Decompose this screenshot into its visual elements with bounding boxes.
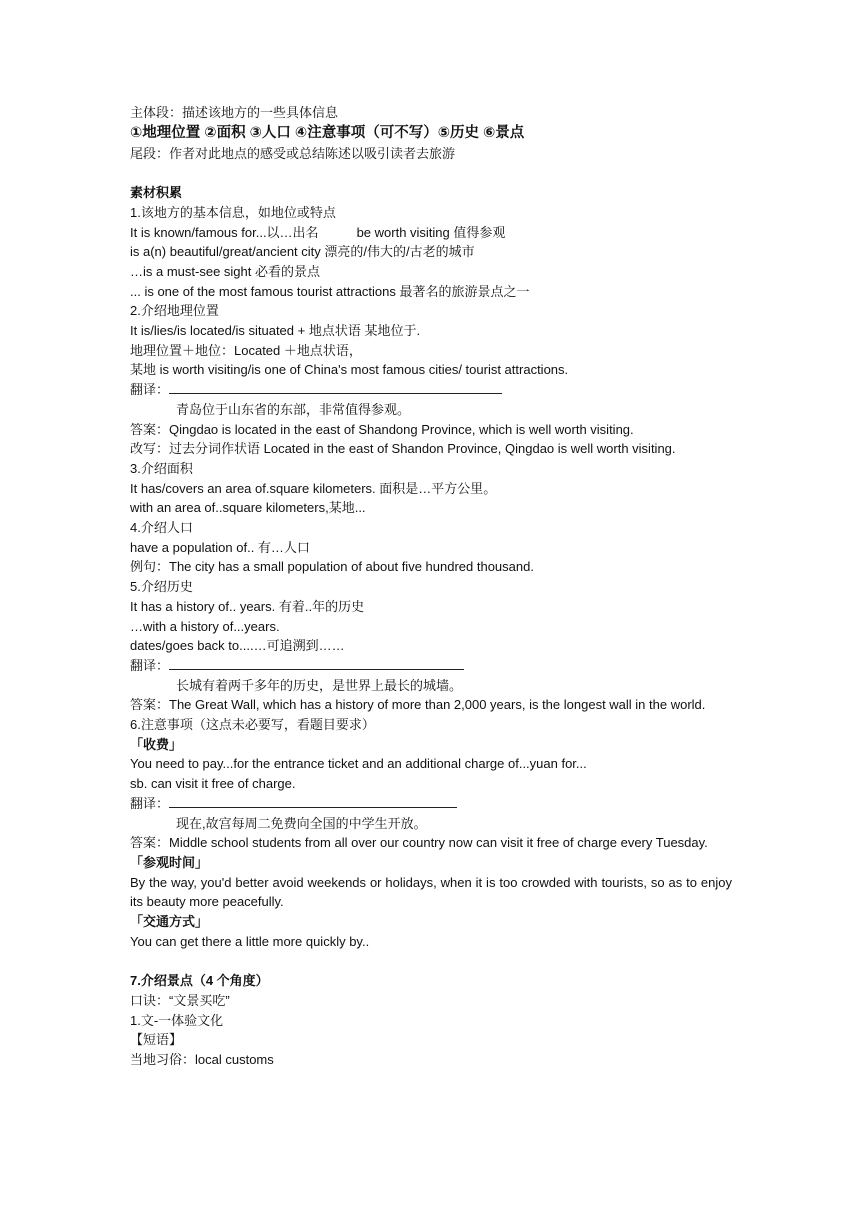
phrase-line: You can get there a little more quickly by.. — [130, 933, 370, 949]
mnemonic-line: 口诀：“文景买吃” — [130, 992, 230, 1008]
ending-paragraph-note: 尾段：作者对此地点的感受或总结陈述以吸引读者去旅游 — [130, 145, 456, 161]
heading-basic-info: 1.该地方的基本信息，如地位或特点 — [130, 204, 336, 220]
phrase-line — [130, 223, 732, 243]
section-title: 素材积累 — [130, 185, 183, 201]
phrase-line: 地理位置＋地位：Located ＋地点状语， — [130, 342, 362, 358]
heading-population: 4.介绍人口 — [130, 520, 193, 536]
body-paragraph-note: 主体段：描述该地方的一些具体信息 — [130, 105, 339, 120]
body-points-list: ①地理位置 ②面积 ③人口 ④注意事项（可不写）⑤历史 ⑥景点 — [130, 124, 525, 141]
translation-label: 翻译： — [130, 657, 170, 673]
answer-line: 答案：Middle school students from all over our country now can visit it free of charge every Tuesday. — [130, 835, 708, 851]
answer-line: 答案：Qingdao is located in the east of Shandong Province, which is well worth visiting. — [130, 421, 634, 437]
phrase-line: sb. can visit it free of charge. — [130, 776, 296, 792]
phrase-line: You need to pay...for the entrance ticket and an additional charge of...yuan for... — [130, 756, 587, 772]
translation-prompt — [130, 380, 732, 400]
phrase-line: with an area of..square kilometers,某地... — [130, 500, 366, 516]
answer-line: 答案：The Great Wall, which has a history of more than 2,000 years, is the longest wall in the world. — [130, 697, 706, 713]
phrase-tag: 【短语】 — [130, 1032, 183, 1048]
answer-blank — [169, 380, 502, 394]
translation-source: 现在,故宫每周二免费向全国的中学生开放。 — [176, 815, 427, 831]
phrase-known-for: It is known/famous for...以…出名 — [130, 224, 319, 240]
phrase-line: is a(n) beautiful/great/ancient city 漂亮的/伟大的/古老的城市 — [130, 244, 475, 260]
phrase-line: It is/lies/is located/is situated + 地点状语 某地位于. — [130, 323, 421, 339]
heading-history: 5.介绍历史 — [130, 579, 193, 595]
phrase-line: dates/goes back to....…可追溯到…… — [130, 638, 345, 654]
heading-location: 2.介绍地理位置 — [130, 303, 219, 319]
phrase-line: It has/covers an area of.square kilometers. 面积是…平方公里。 — [130, 480, 497, 496]
spacer — [130, 163, 732, 183]
translation-source: 青岛位于山东省的东部，非常值得参观。 — [176, 401, 411, 417]
subheading-visit-time: 「参观时间」 — [130, 855, 209, 870]
phrase-line: …is a must-see sight 必看的景点 — [130, 263, 320, 279]
heading-notes: 6.注意事项（这点未必要写，看题目要求） — [130, 717, 375, 733]
translation-label: 翻译： — [130, 382, 170, 398]
answer-blank — [169, 656, 464, 670]
example-line: 例句：The city has a small population of about five hundred thousand. — [130, 559, 534, 575]
spacer — [130, 952, 732, 972]
phrase-line: 某地 is worth visiting/is one of China's most famous cities/ tourist attractions. — [130, 362, 569, 378]
subheading-transport: 「交通方式」 — [130, 914, 209, 930]
subheading-fee: 「收费」 — [130, 736, 183, 752]
phrase-line: …with a history of...years. — [130, 618, 280, 634]
answer-blank — [169, 794, 457, 808]
translation-source: 长城有着两千多年的历史，是世界上最长的城墙。 — [176, 677, 463, 693]
phrase-line: 1.文-一体验文化 — [130, 1012, 224, 1028]
phrase-line: have a population of.. 有…人口 — [130, 539, 310, 555]
translation-prompt — [130, 794, 732, 814]
heading-area: 3.介绍面积 — [130, 460, 193, 476]
rewrite-line: 改写：过去分词作状语 Located in the east of Shandon Province, Qingdao is well worth visiting. — [130, 441, 676, 457]
heading-attractions: 7.介绍景点（4 个角度） — [130, 973, 269, 989]
phrase-line: It has a history of.. years. 有着..年的历史 — [130, 598, 365, 614]
phrase-line: 当地习俗：local customs — [130, 1052, 274, 1068]
phrase-line: ... is one of the most famous tourist attractions 最著名的旅游景点之一 — [130, 283, 530, 299]
phrase-worth-visiting: be worth visiting 值得参观 — [356, 224, 506, 240]
phrase-line: By the way, you'd better avoid weekends or holidays, when it is too crowded with tourists, so as to enjoy its beauty more peacefully. — [130, 874, 732, 910]
translation-prompt — [130, 656, 732, 676]
translation-label: 翻译： — [130, 795, 170, 811]
